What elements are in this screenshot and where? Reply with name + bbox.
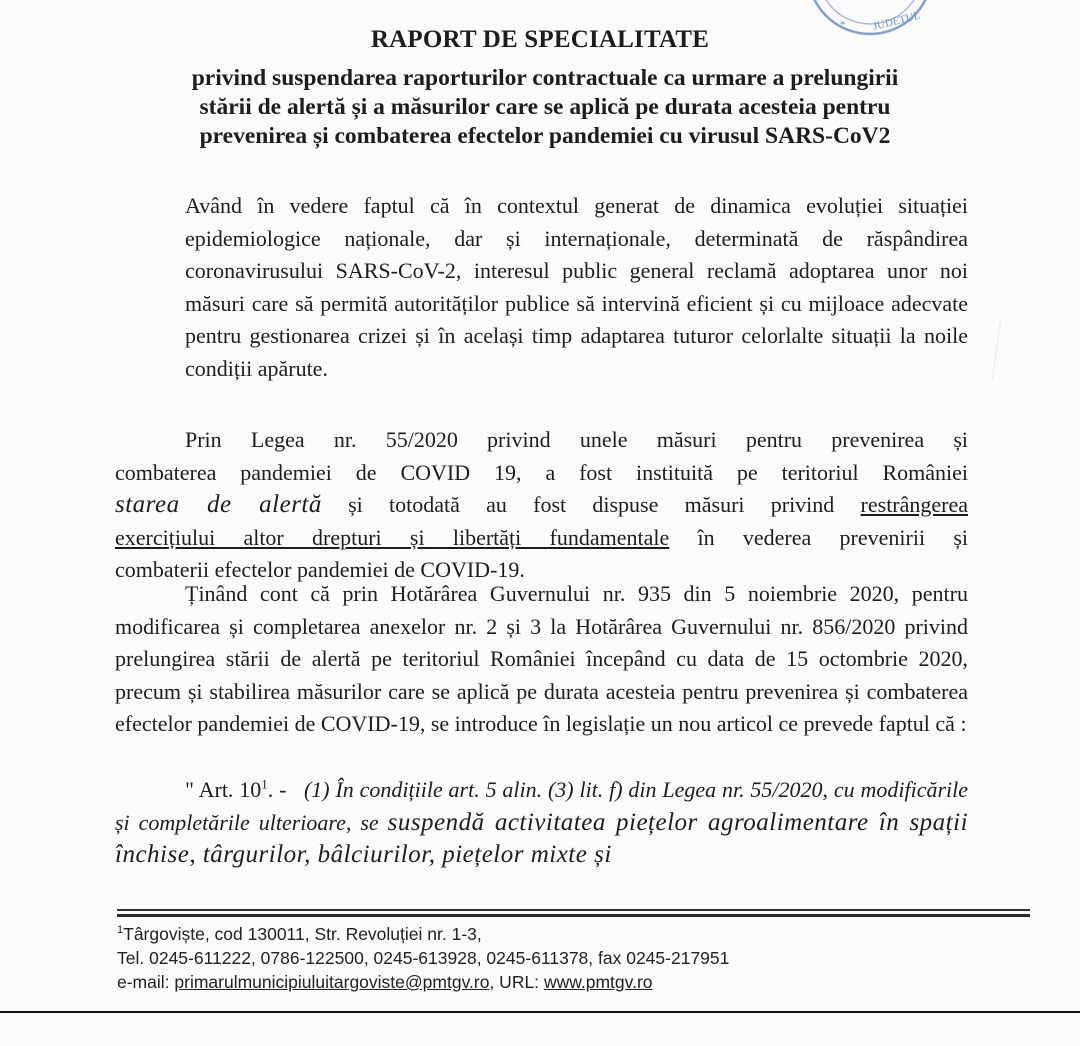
paragraph-2-line [115,522,968,555]
paragraph-2-line [115,489,968,522]
article-sup: 1 [261,776,268,792]
paragraph-2 [115,424,968,587]
document-title: RAPORT DE SPECIALITATE [370,26,710,53]
quote-italic-large: suspendă activitatea piețelor agroalimentare în spații închise, târgurilor, bâlciurilor, piețelor mixte și [115,808,969,868]
page-bottom-border [0,1011,1080,1013]
paragraph-2-line: combaterea pandemiei de COVID 19, a fost instituită pe teritoriul României [115,459,968,485]
underlined-phrase: exercițiului altor drepturi și libertăți fundamentale [115,524,670,550]
paragraph-1-text: Având în vedere faptul că în contextul generat de dinamica evoluției situației epidemiologice naționale, dar și internaționale, determinată de răspândirea coronavirusului SARS-CoV-2, interesul public general reclamă adoptarea unor noi măsuri care să permită autorităților publice să intervină eficient și cu mijloace adecvate pentru gestionarea crizei și în același timp adaptarea tuturor celorlalte situații la noile condiții apărute. [185,193,968,381]
paragraph-4-quote [115,774,968,872]
paragraph-3 [115,578,968,741]
paragraph-2-after: în vederea prevenirii și [697,524,969,550]
website-link[interactable]: www.pmtgv.ro [543,972,653,992]
stamp-text: JUDETUL [871,9,922,33]
footer-links: e-mail: primarulmunicipiuluitargoviste@pmtgv.ro, URL: www.pmtgv.ro [117,972,653,992]
paragraph-1 [115,190,968,385]
footer-marker: 1 [117,924,124,937]
scan-artifact [992,319,1013,380]
article-ref: " Art. 10 [185,777,262,802]
svg-text:*: * [840,20,845,31]
paragraph-2-mid: și totodată au fost dispuse măsuri privind [348,492,835,517]
footer-phones: Tel. 0245-611222, 0786-122500, 0245-613928, 0245-611378, fax 0245-217951 [117,948,730,968]
italic-phrase: starea de alertă [115,491,322,518]
underlined-phrase: restrângerea [860,492,969,517]
footer-divider [117,914,1030,917]
paragraph-2-line: combaterii efectelor pandemiei de COVID-19. [115,557,525,582]
subtitle-line: stării de alertă și a măsurilor care se aplică pe durata acesteia pentru [199,94,891,120]
paragraph-2-line: Prin Legea nr. 55/2020 privind unele măsuri pentru prevenirea și [185,427,968,452]
footer-contact [117,922,1017,994]
quote-italic: (1) În condițiile art. 5 alin. (3) lit. f) din Legea nr. 55/2020, cu modificările și completările ulterioare, se [115,777,969,835]
footer-divider [117,909,1030,911]
email-link[interactable]: primarulmunicipiuluitargoviste@pmtgv.ro [174,972,490,992]
article-ref-dash: . - [267,777,287,802]
subtitle-line: privind suspendarea raporturilor contractuale ca urmare a prelungirii [191,65,899,91]
subtitle-line: prevenirea și combaterea efectelor pandemiei cu virusul SARS-CoV2 [199,123,891,149]
document-subtitle [100,64,990,151]
paragraph-3-text: Ținând cont că prin Hotărârea Guvernului nr. 935 din 5 noiembrie 2020, pentru modificarea și completarea anexelor nr. 2 și 3 la Hotărârea Guvernului nr. 856/2020 privind prelungirea stării de alertă pe teritoriul României începând cu data de 15 octombrie 2020, precum și stabilirea măsurilor care se aplică pe durata acesteia pentru prevenirea și combaterea efectelor pandemiei de COVID-19, se introduce în legislație un nou articol ce prevede faptul că : [115,581,968,736]
footer-address: $^1$Târgoviște, cod 130011, Str. Revoluției nr. 1-3, [117,924,482,944]
